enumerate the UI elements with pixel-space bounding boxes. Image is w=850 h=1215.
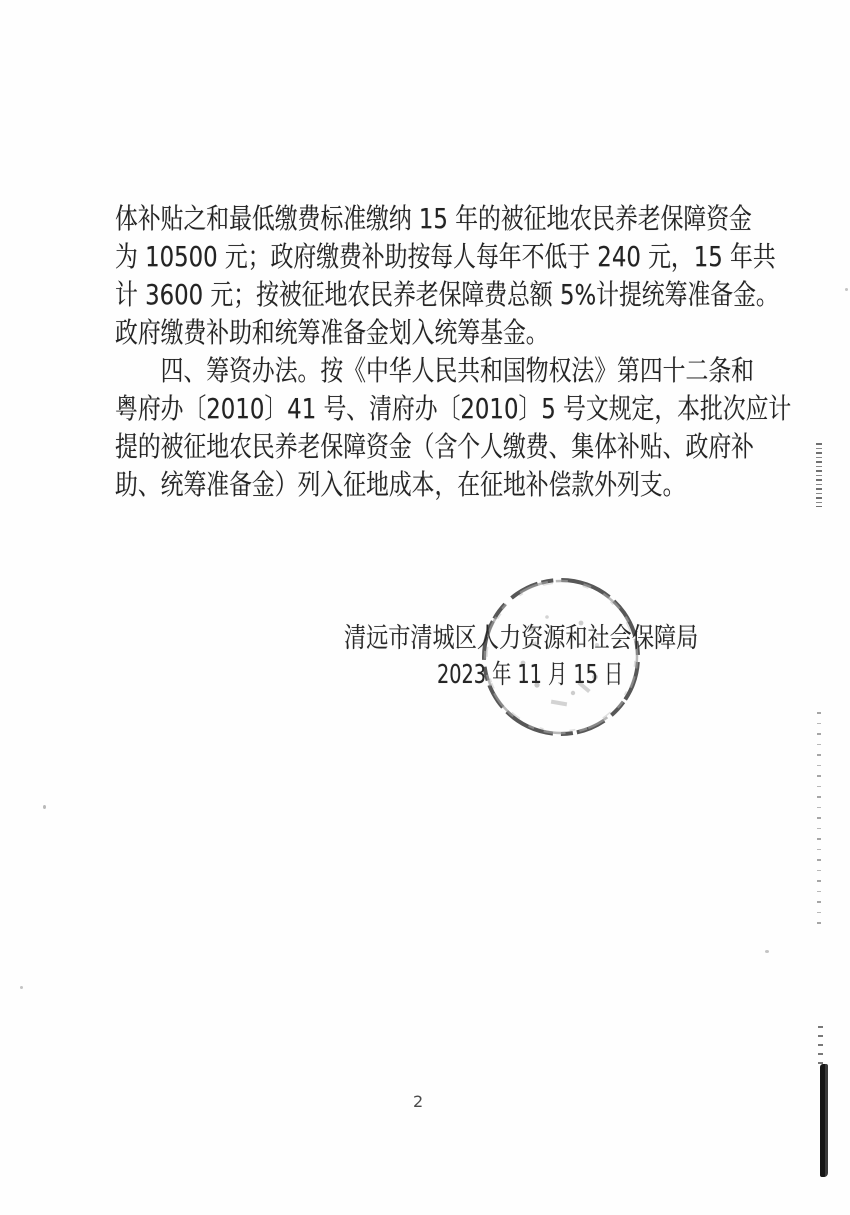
scan-artifact-dotted-line [817,712,821,924]
body-text-line: 粤府办〔2010〕41 号、清府办〔2010〕5 号文规定，本批次应计 [115,392,792,425]
scan-speck [845,288,848,291]
scan-speck [765,950,769,953]
body-text-line: 提的被征地农民养老保障资金（含个人缴费、集体补贴、政府补 [115,430,754,463]
body-text-line: 计 3600 元；按被征地农民养老保障费总额 5%计提统筹准备金。 [115,278,779,311]
scan-speck [20,986,23,989]
body-text-line: 四、筹资办法。按《中华人民共和国物权法》第四十二条和 [160,354,754,387]
page-number: 2 [413,1092,424,1111]
scan-artifact-smudge [816,443,822,507]
signature-organization: 清远市清城区人力资源和社会保障局 [344,623,699,654]
signature-date: 2023 年 11 月 15 日 [437,660,624,690]
body-text [115,200,792,504]
scan-artifact-bar [820,1064,828,1177]
body-text-line: 助、统筹准备金）列入征地成本，在征地补偿款外列支。 [115,468,686,501]
scan-speck [43,805,46,809]
scan-artifact-dots [818,1026,823,1064]
body-text-line: 体补贴之和最低缴费标准缴纳 15 年的被征地农民养老保障资金 [115,202,752,235]
body-text-line: 政府缴费补助和统筹准备金划入统筹基金。 [115,316,549,349]
body-text-line: 为 10500 元；政府缴费补助按每人每年不低于 240 元，15 年共 [115,240,776,273]
